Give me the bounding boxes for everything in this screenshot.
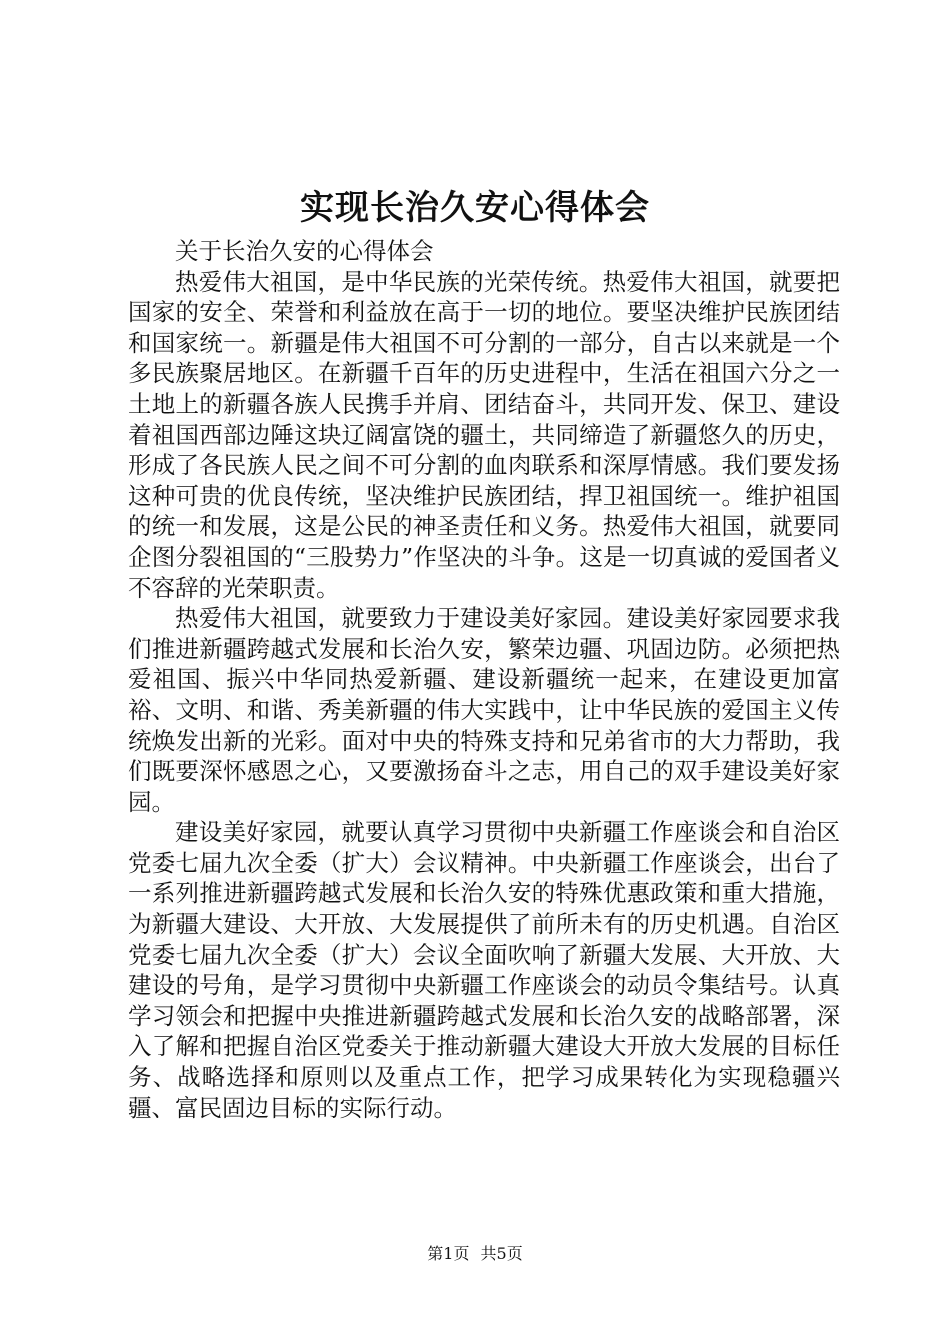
document-body <box>128 236 840 1123</box>
body-paragraph-2: 热爱伟大祖国，就要致力于建设美好家园。建设美好家园要求我们推进新疆跨越式发展和长治久安，繁荣边疆、巩固边防。必须把热爱祖国、振兴中华同热爱新疆、建设新疆统一起来，在建设更加富裕、文明、和谐、秀美新疆的伟大实践中，让中华民族的爱国主义传统焕发出新的光彩。面对中央的特殊支持和兄弟省市的大力帮助，我们既要深怀感恩之心，又要激扬奋斗之志，用自己的双手建设美好家园。 <box>128 604 840 816</box>
page-number-footer: 第1页 共5页 <box>427 1244 523 1263</box>
subtitle-paragraph: 关于长治久安的心得体会 <box>175 237 434 265</box>
body-paragraph-1: 热爱伟大祖国，是中华民族的光荣传统。热爱伟大祖国，就要把国家的安全、荣誉和利益放在高于一切的地位。要坚决维护民族团结和国家统一。新疆是伟大祖国不可分割的一部分，自古以来就是一个多民族聚居地区。在新疆千百年的历史进程中，生活在祖国六分之一土地上的新疆各族人民携手并肩、团结奋斗，共同开发、保卫、建设着祖国西部边陲这块辽阔富饶的疆土，共同缔造了新疆悠久的历史，形成了各民族人民之间不可分割的血肉联系和深厚情感。我们要发扬这种可贵的优良传统，坚决维护民族团结，捍卫祖国统一。维护祖国的统一和发展，这是公民的神圣责任和义务。热爱伟大祖国，就要同企图分裂祖国的“三股势力”作坚决的斗争。这是一切真诚的爱国者义不容辞的光荣职责。 <box>128 267 840 602</box>
body-paragraph-3: 建设美好家园，就要认真学习贯彻中央新疆工作座谈会和自治区党委七届九次全委（扩大）会议精神。中央新疆工作座谈会，出台了一系列推进新疆跨越式发展和长治久安的特殊优惠政策和重大措施，为新疆大建设、大开放、大发展提供了前所未有的历史机遇。自治区党委七届九次全委（扩大）会议全面吹响了新疆大发展、大开放、大建设的号角，是学习贯彻中央新疆工作座谈会的动员令集结号。认真学习领会和把握中央推进新疆跨越式发展和长治久安的战略部署，深入了解和把握自治区党委关于推动新疆大建设大开放大发展的目标任务、战略选择和原则以及重点工作，把学习成果转化为实现稳疆兴疆、富民固边目标的实际行动。 <box>128 818 840 1122</box>
document-title: 实现长治久安心得体会 <box>300 188 650 228</box>
